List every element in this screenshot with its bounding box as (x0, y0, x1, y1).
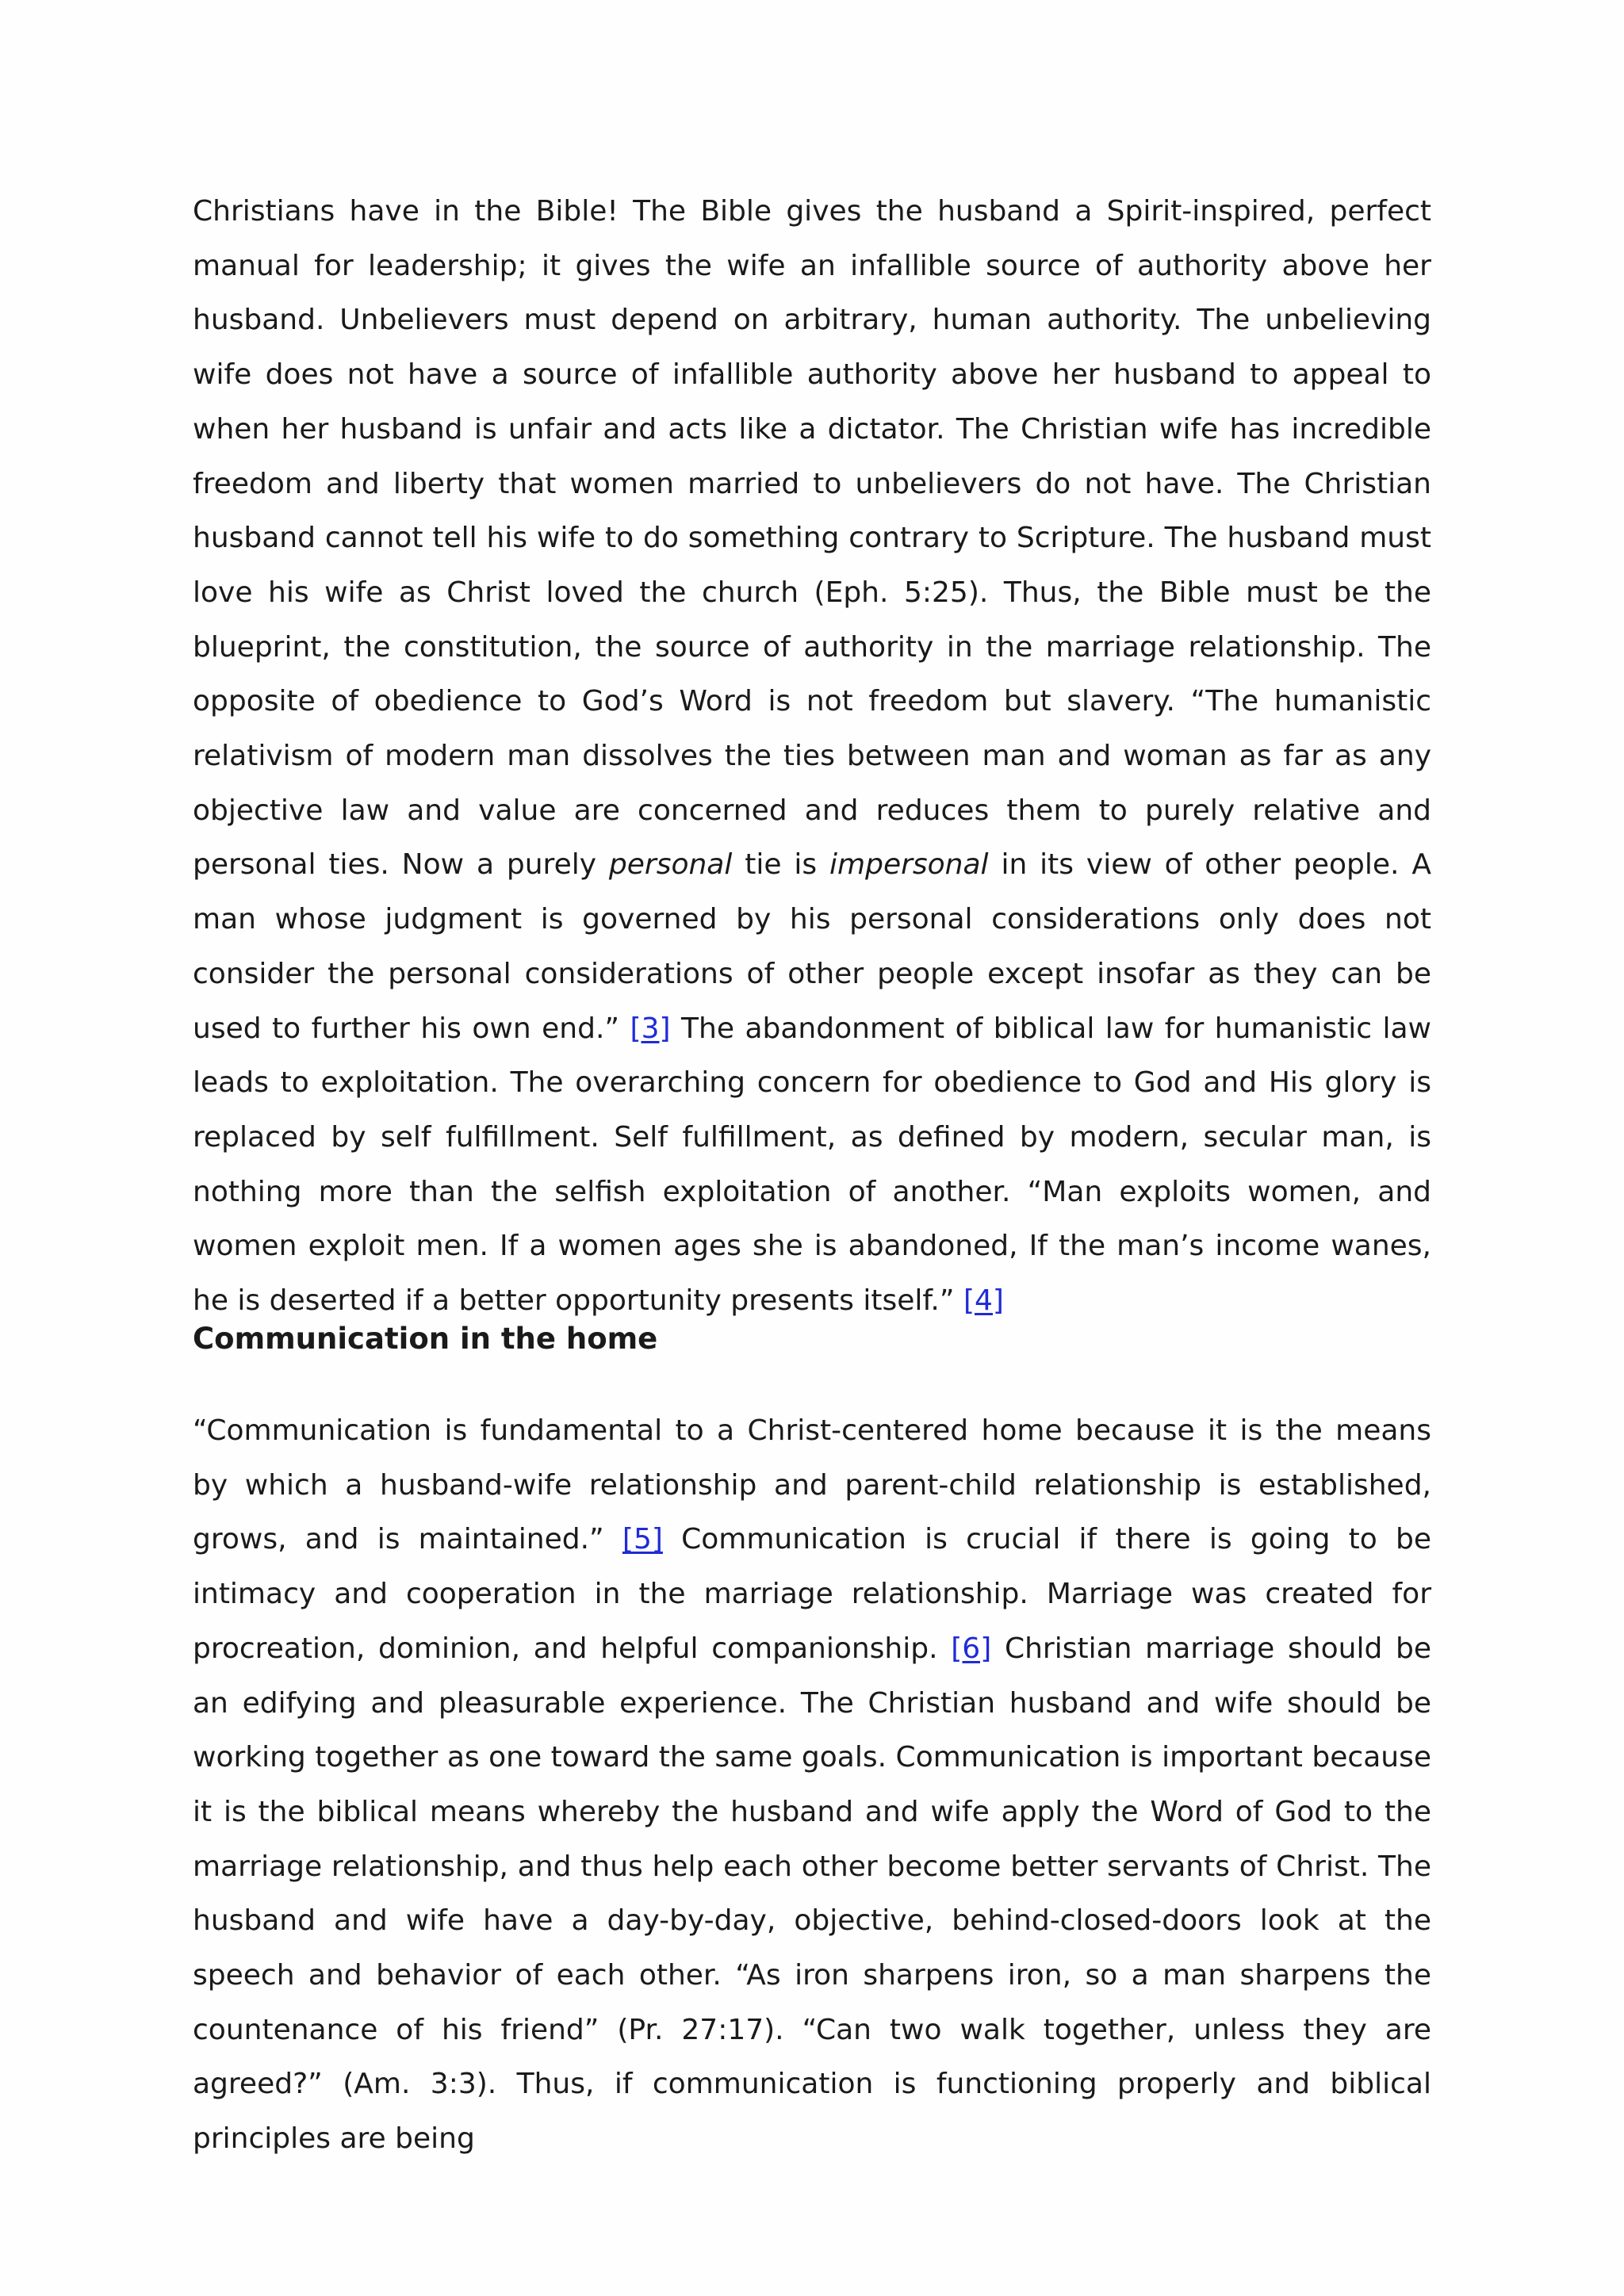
paragraph-text: “Communication is fundamental to a Christ-centered home because it is the means by which a husband-wife relationship and parent-child relationship is established, grows, and is maintained.” (193, 1414, 1431, 1556)
paragraph-text: Christians have in the Bible! The Bible gives the husband a Spirit-inspired, perfect manual for leadership; it gives the wife an infallible source of authority above her husband. Unbelievers must depend on arbitrary, human authority. The unbelieving wife does not have a source of infallible authority above her husband to appeal to when her husband is unfair and acts like a dictator. The Christian wife has incredible freedom and liberty that women married to unbelievers do not have. The Christian husband cannot tell his wife to do something contrary to Scripture. The husband must love his wife as Christ loved the church (Eph. 5:25). Thus, the Bible must be the blueprint, the constitution, the source of authority in the marriage relationship. The opposite of obedience to God’s Word is not freedom but slavery. “The humanistic relativism of modern man dissolves the ties between man and woman as far as any objective law and value are concerned and reduces them to purely relative and personal ties. Now a purely (193, 195, 1431, 882)
emphasis-impersonal: impersonal (829, 848, 989, 882)
paragraph-text: The abandonment of biblical law for humanistic law leads to exploitation. The overarching concern for obedience to God and His glory is replaced by self fulfillment. Self fulfillment, as defined by modern, secular man, is nothing more than the selfish exploitation of another. “Man exploits women, and women exploit men. If a women ages she is abandoned, If the man’s income wanes, he is deserted if a better opportunity presents itself.” (193, 1012, 1431, 1318)
footnote-link-4[interactable]: [4] (963, 1284, 1004, 1318)
footnote-link-5[interactable]: [5] (622, 1523, 663, 1556)
section-heading: Communication in the home (193, 1322, 658, 1356)
body-paragraph (193, 185, 1431, 1329)
paragraph-text: in its view of other people. A man whose judgment is governed by his personal considerations only does not consider the personal considerations of other people except insofar as they can be used to further his own end.” (193, 848, 1431, 1045)
footnote-link-3[interactable]: [3] (630, 1012, 671, 1045)
paragraph-text: Christian marriage should be an edifying and pleasurable experience. The Christian husband and wife should be working together as one toward the same goals. Communication is important because it is the biblical means whereby the husband and wife apply the Word of God to the marriage relationship, and thus help each other become better servants of Christ. The husband and wife have a day-by-day, objective, behind-closed-doors look at the speech and behavior of each other. “As iron sharpens iron, so a man sharpens the countenance of his friend” (Pr. 27:17). “Can two walk together, unless they are agreed?” (Am. 3:3). Thus, if communication is functioning properly and biblical principles are being (193, 1632, 1431, 2156)
paragraph-text: tie is (732, 848, 830, 882)
footnote-link-6[interactable]: [6] (951, 1632, 992, 1665)
body-paragraph (193, 1404, 1431, 2167)
paragraph-text: Communication is crucial if there is going to be intimacy and cooperation in the marriage relationship. Marriage was created for procreation, dominion, and helpful companionship. (193, 1523, 1431, 1665)
emphasis-personal: personal (608, 848, 733, 882)
